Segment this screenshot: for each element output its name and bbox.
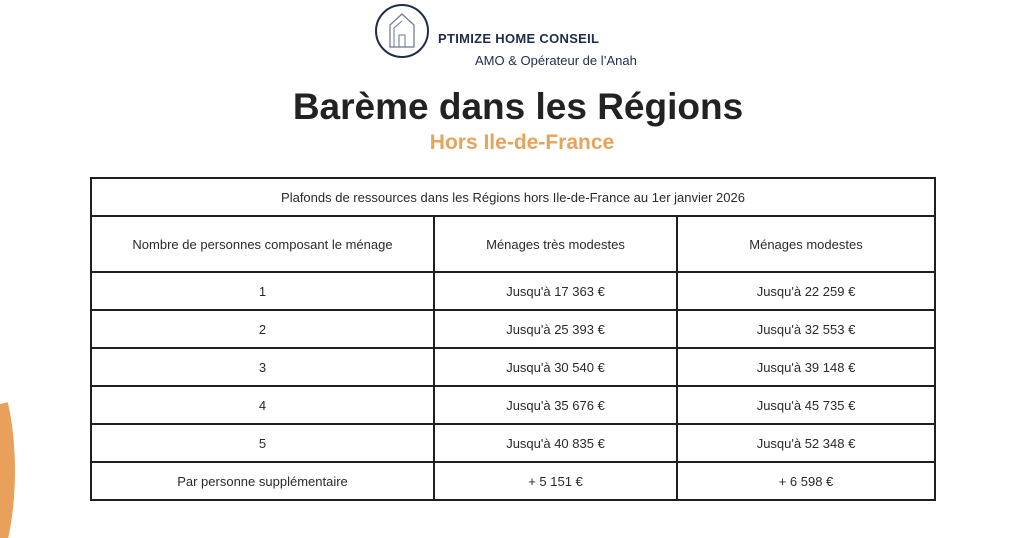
decorative-arcs [0,0,70,538]
cell-modest: Jusqu'à 52 348 € [677,424,935,462]
table-row [91,272,935,310]
cell-household-size: Par personne supplémentaire [91,462,434,500]
header-household-size: Nombre de personnes composant le ménage [91,216,434,272]
income-ceiling-table [90,177,936,501]
cell-very-modest: Jusqu'à 30 540 € [434,348,677,386]
cell-household-size: 4 [91,386,434,424]
house-logo-icon [375,4,429,58]
table-row [91,310,935,348]
table-header-row [91,216,935,272]
cell-household-size: 2 [91,310,434,348]
cell-household-size: 5 [91,424,434,462]
cell-modest: + 6 598 € [677,462,935,500]
cell-very-modest: Jusqu'à 35 676 € [434,386,677,424]
cell-very-modest: Jusqu'à 40 835 € [434,424,677,462]
cell-modest: Jusqu'à 39 148 € [677,348,935,386]
table-row [91,462,935,500]
cell-very-modest: + 5 151 € [434,462,677,500]
cell-household-size: 1 [91,272,434,310]
brand-name: PTIMIZE HOME CONSEIL [438,31,600,46]
cell-very-modest: Jusqu'à 25 393 € [434,310,677,348]
table-row [91,424,935,462]
brand-subtitle: AMO & Opérateur de l’Anah [475,53,637,68]
table-caption: Plafonds de ressources dans les Régions hors Ile-de-France au 1er janvier 2026 [91,178,935,216]
header-very-modest: Ménages très modestes [434,216,677,272]
cell-household-size: 3 [91,348,434,386]
header-modest: Ménages modestes [677,216,935,272]
cell-very-modest: Jusqu'à 17 363 € [434,272,677,310]
cell-modest: Jusqu'à 22 259 € [677,272,935,310]
cell-modest: Jusqu'à 32 553 € [677,310,935,348]
page-subtitle: Hors Ile-de-France [429,131,615,154]
table-row [91,348,935,386]
page-title: Barème dans les Régions [292,86,744,127]
table-row [91,386,935,424]
cell-modest: Jusqu'à 45 735 € [677,386,935,424]
table-caption-row [91,178,935,216]
